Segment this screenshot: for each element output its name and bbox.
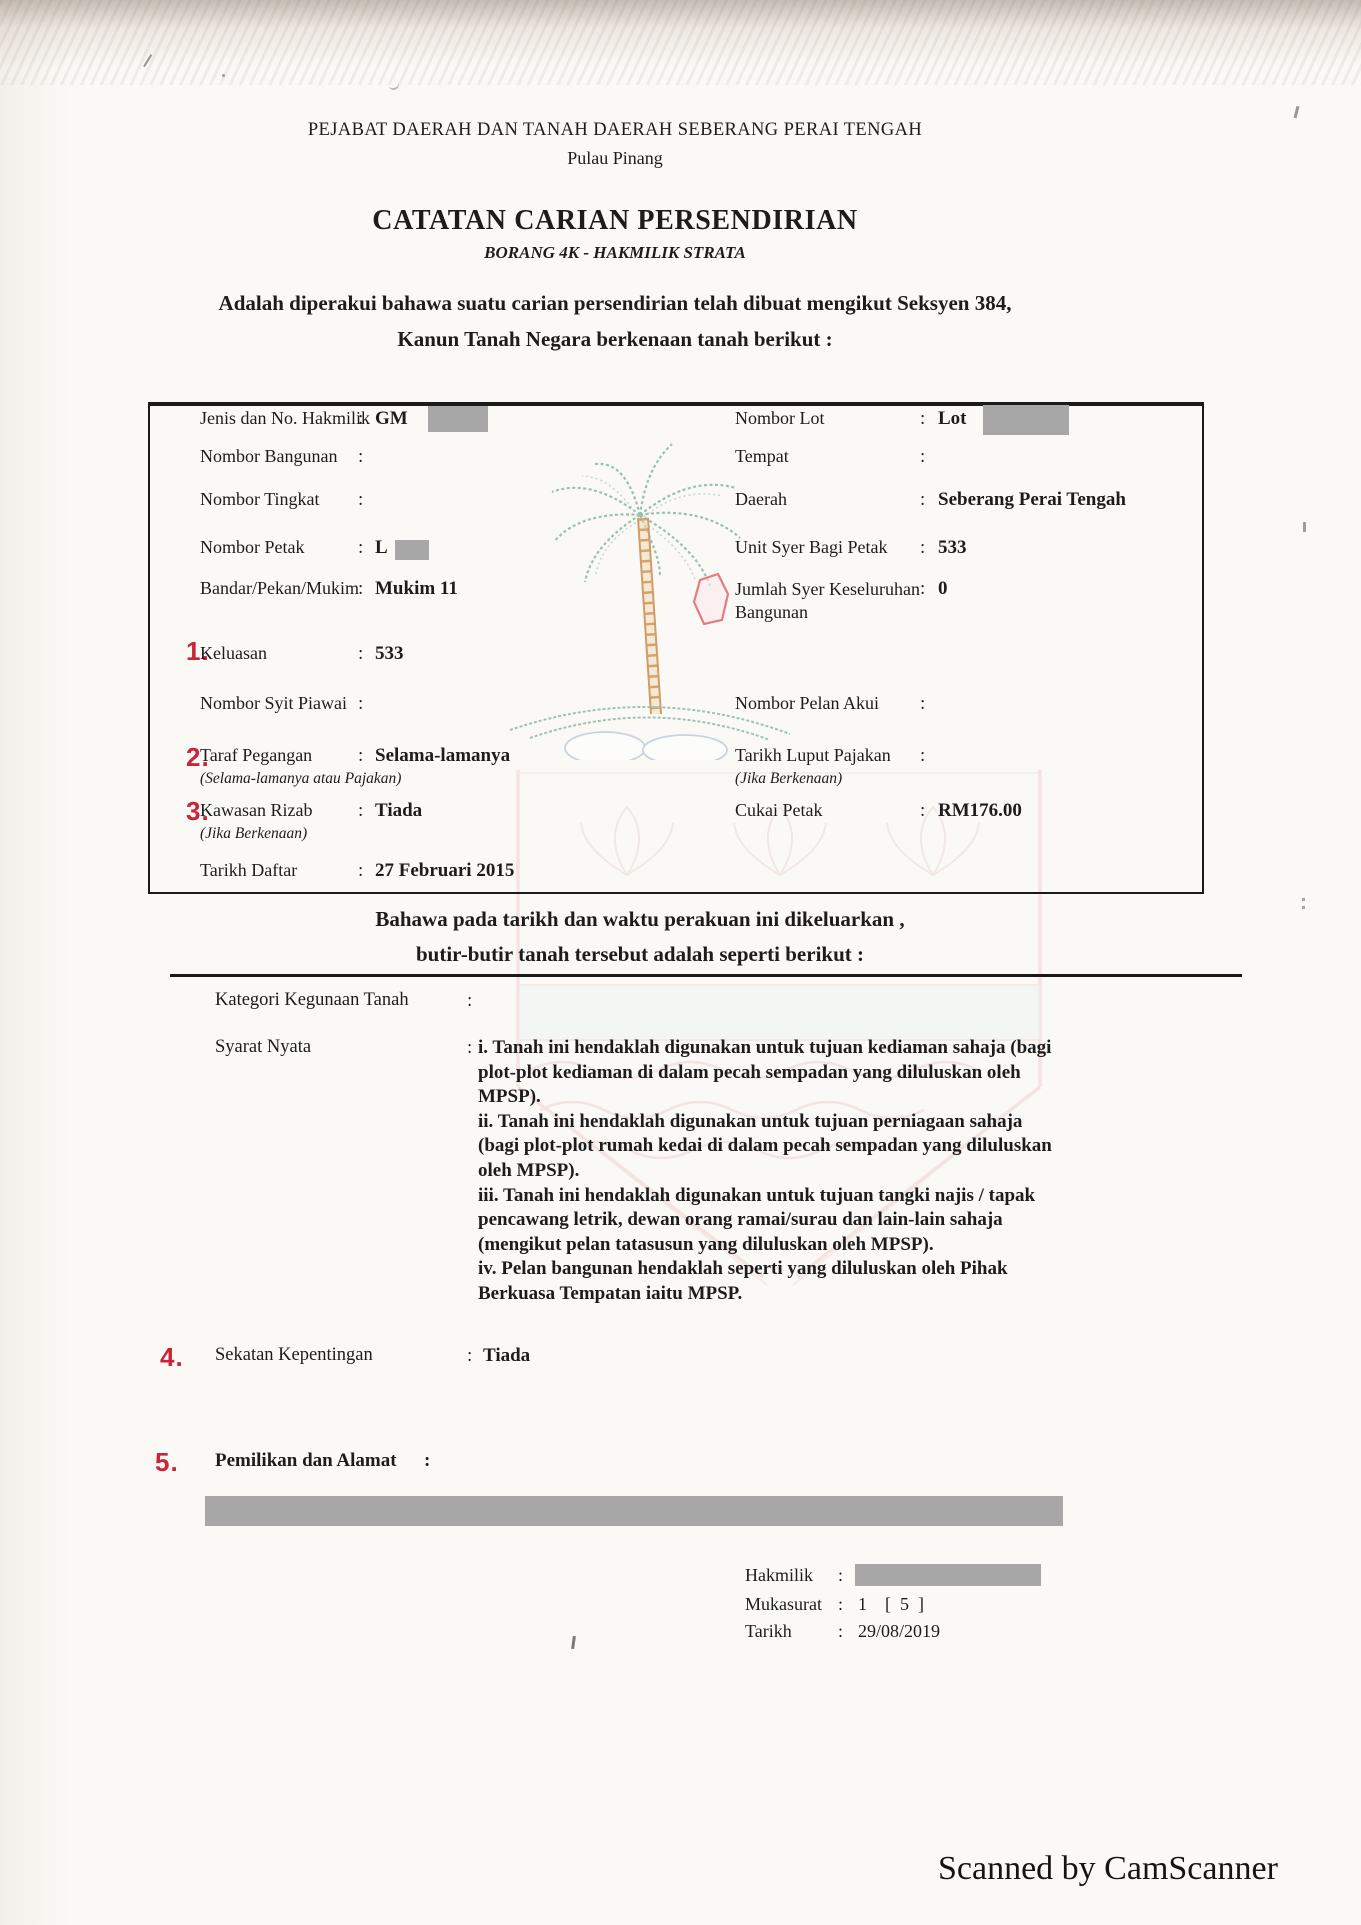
- item-number-3: 3.: [186, 796, 210, 826]
- colon: [358, 643, 363, 665]
- colon: [920, 537, 925, 559]
- field-value: L: [375, 537, 388, 558]
- field-label: Bandar/Pekan/Mukim: [200, 578, 359, 598]
- field-value: Seberang Perai Tengah: [938, 489, 1126, 510]
- colon: [467, 990, 472, 1012]
- field-value: Mukim 11: [375, 578, 458, 599]
- syarat-nyata-conditions: [478, 1036, 1060, 1307]
- colon: [920, 800, 925, 822]
- field-value: Tiada: [483, 1345, 531, 1366]
- certify-line-2: butir-butir tanah tersebut adalah seperti berikut :: [415, 942, 864, 966]
- item-number-4: 4.: [160, 1342, 184, 1372]
- colon: [838, 1565, 843, 1586]
- colon: [358, 537, 363, 559]
- field-value: 27 Februari 2015: [375, 860, 515, 881]
- field-value: 29/08/2019: [858, 1621, 941, 1641]
- field-value: Lot: [938, 408, 967, 429]
- condition-item-ii: ii. Tanah ini hendaklah digunakan untuk tujuan perniagaan sahaja (bagi plot-plot rumah kedai di dalam pecah sempadan yang diluluskan oleh MPSP).: [478, 1110, 1052, 1181]
- scan-artifact: [222, 74, 225, 77]
- scan-noise-top-edge: [0, 0, 1361, 85]
- field-label: Nombor Tingkat: [200, 489, 320, 509]
- state-name: Pulau Pinang: [567, 148, 663, 168]
- field-label: Kategori Kegunaan Tanah: [215, 990, 409, 1010]
- redacted-value: [855, 1564, 1041, 1586]
- field-value: 533: [938, 537, 967, 558]
- field-label: Tarikh Daftar: [200, 860, 298, 880]
- field-label: Tempat: [735, 446, 789, 466]
- scan-artifact: [143, 54, 160, 72]
- field-value: Selama-lamanya: [375, 745, 511, 766]
- document-title: CATATAN CARIAN PERSENDIRIAN: [372, 205, 858, 236]
- field-label: Kawasan Rizab: [200, 800, 313, 820]
- field-sublabel: (Jika Berkenaan): [200, 825, 308, 842]
- field-label-line1: Jumlah Syer Keseluruhan: [735, 579, 920, 599]
- colon: [358, 408, 363, 430]
- colon: [358, 800, 363, 822]
- certify-line-1: Bahawa pada tarikh dan waktu perakuan ini dikeluarkan ,: [375, 907, 905, 931]
- colon: [358, 745, 363, 767]
- colon: [838, 1594, 843, 1615]
- scan-artifact: [571, 1636, 575, 1649]
- colon: [358, 489, 363, 511]
- field-sublabel: (Selama-lamanya atau Pajakan): [200, 770, 402, 787]
- colon: [358, 693, 363, 715]
- field-label: Tarikh: [745, 1621, 792, 1641]
- colon: [358, 860, 363, 882]
- field-value: GM: [375, 408, 408, 429]
- scan-artifact: [1294, 106, 1299, 118]
- field-label: Taraf Pegangan: [200, 745, 313, 765]
- scan-artifact: [1303, 522, 1306, 532]
- field-sublabel: (Jika Berkenaan): [735, 770, 843, 787]
- field-label: Nombor Syit Piawai: [200, 693, 347, 713]
- field-label: Tarikh Luput Pajakan: [735, 745, 891, 765]
- field-label: Nombor Petak: [200, 537, 305, 557]
- colon: [920, 578, 925, 600]
- colon: [920, 693, 925, 715]
- condition-item-iii: iii. Tanah ini hendaklah digunakan untuk tujuan tangki najis / tapak pencawang letrik, dewan orang ramai/surau dan lain-lain sahaja (mengikut pelan tatasusun yang diluluskan oleh MPSP).: [478, 1184, 1036, 1255]
- field-value: Tiada: [375, 800, 423, 821]
- colon: [920, 446, 925, 468]
- intro-line-2: Kanun Tanah Negara berkenaan tanah berikut :: [397, 327, 833, 351]
- field-label: Hakmilik: [745, 1565, 813, 1585]
- field-label: Nombor Lot: [735, 408, 825, 428]
- field-label: Mukasurat: [745, 1594, 822, 1614]
- camscanner-credit: Scanned by CamScanner: [938, 1850, 1278, 1887]
- redacted-owner-address: [205, 1496, 1063, 1526]
- field-value: 0: [938, 578, 948, 599]
- field-label: Nombor Pelan Akui: [735, 693, 879, 713]
- scan-artifact: [1302, 898, 1305, 901]
- redacted-value: [983, 405, 1069, 435]
- field-label: Nombor Bangunan: [200, 446, 338, 466]
- field-value: RM176.00: [938, 800, 1022, 821]
- field-value: 533: [375, 643, 404, 664]
- colon: [358, 446, 363, 468]
- intro-line-1: Adalah diperakui bahawa suatu carian persendirian telah dibuat mengikut Seksyen 384,: [218, 291, 1012, 315]
- redacted-value: [395, 540, 429, 560]
- field-label: Keluasan: [200, 643, 267, 663]
- colon: [358, 578, 363, 600]
- field-label: Syarat Nyata: [215, 1037, 312, 1057]
- item-number-5: 5.: [155, 1447, 179, 1477]
- item-number-2: 2.: [186, 742, 210, 772]
- condition-item-i: i. Tanah ini hendaklah digunakan untuk tujuan kediaman sahaja (bagi plot-plot kediaman di dalam pecah sempadan yang diluluskan oleh MPSP).: [478, 1037, 1052, 1108]
- office-name: PEJABAT DAERAH DAN TANAH DAERAH SEBERANG PERAI TENGAH: [307, 120, 923, 140]
- field-label: Unit Syer Bagi Petak: [735, 537, 888, 557]
- horizontal-rule: [170, 974, 1242, 977]
- field-label: [735, 578, 923, 623]
- colon: [920, 489, 925, 511]
- field-label-line2: Bangunan: [735, 601, 808, 622]
- field-label: Daerah: [735, 489, 787, 509]
- colon: [424, 1450, 430, 1472]
- field-label: Pemilikan dan Alamat: [215, 1450, 397, 1471]
- field-label: Jenis dan No. Hakmilik: [200, 408, 370, 428]
- field-value: 1 [ 5 ]: [858, 1594, 924, 1614]
- field-label: Cukai Petak: [735, 800, 823, 820]
- condition-item-iv: iv. Pelan bangunan hendaklah seperti yang diluluskan oleh Pihak Berkuasa Tempatan iaitu MPSP.: [478, 1258, 1008, 1304]
- colon: [920, 745, 925, 767]
- scan-artifact: [386, 77, 400, 92]
- redacted-value: [428, 406, 488, 432]
- colon: [467, 1345, 472, 1367]
- colon: [467, 1037, 472, 1059]
- field-label: Sekatan Kepentingan: [215, 1345, 373, 1365]
- item-number-1: 1.: [186, 636, 210, 666]
- document-subtitle: BORANG 4K - HAKMILIK STRATA: [484, 243, 746, 262]
- colon: [920, 408, 925, 430]
- colon: [838, 1621, 843, 1642]
